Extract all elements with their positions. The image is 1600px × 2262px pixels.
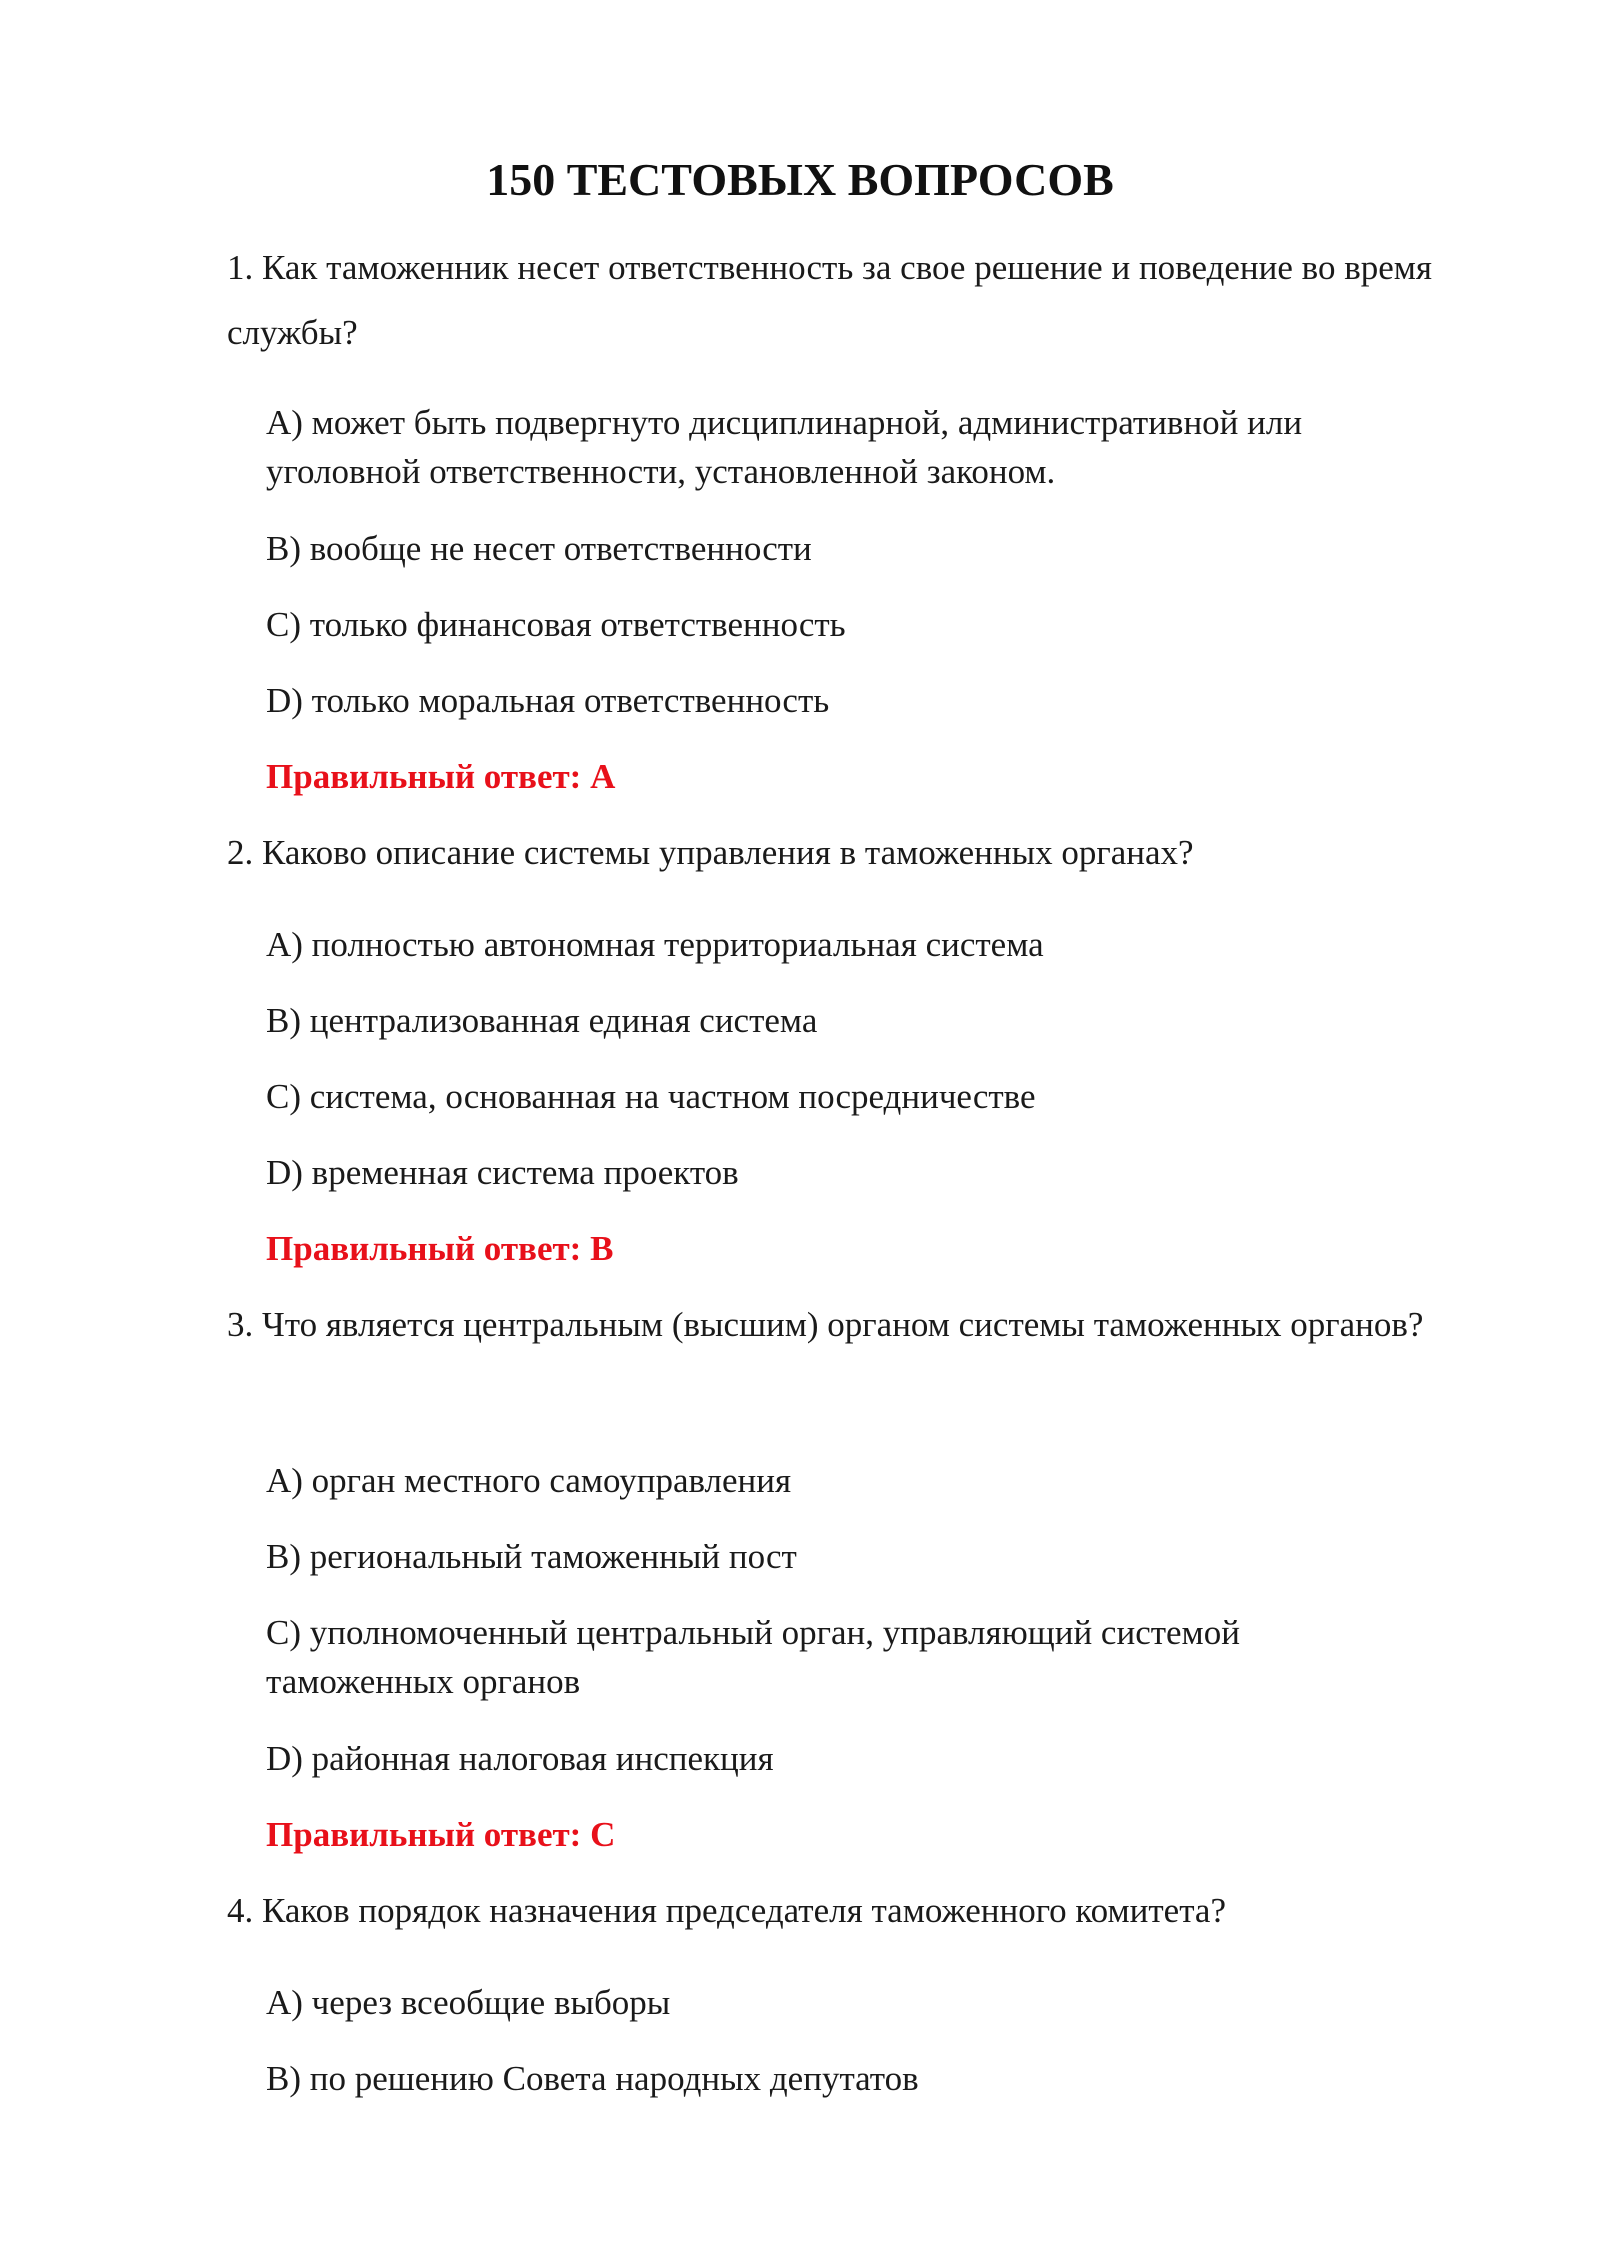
question-3-option-a: A) орган местного самоуправления (266, 1461, 792, 1500)
question-1-option-d: D) только моральная ответственность (266, 681, 830, 720)
question-1-option-c: C) только финансовая ответственность (266, 605, 846, 644)
question-2: 2. Каково описание системы управления в таможенных органах? (227, 833, 1194, 872)
question-2-answer: Правильный ответ: B (266, 1229, 614, 1268)
question-3: 3. Что является центральным (высшим) органом системы таможенных органов? (227, 1305, 1424, 1344)
question-2-option-c: C) система, основанная на частном посредничестве (266, 1077, 1036, 1116)
question-4-option-b: B) по решению Совета народных депутатов (266, 2059, 919, 2098)
question-3-option-c: C) уполномоченный центральный орган, управляющий системой таможенных органов (266, 1613, 1240, 1701)
question-3-answer: Правильный ответ: C (266, 1815, 616, 1854)
question-3-option-d: D) районная налоговая инспекция (266, 1739, 774, 1778)
question-1-answer: Правильный ответ: A (266, 757, 616, 796)
question-2-option-b: B) централизованная единая система (266, 1001, 818, 1040)
question-3-option-b: B) региональный таможенный пост (266, 1537, 797, 1576)
question-4: 4. Каков порядок назначения председателя таможенного комитета? (227, 1891, 1226, 1930)
question-2-option-d: D) временная система проектов (266, 1153, 739, 1192)
question-4-option-a: A) через всеобщие выборы (266, 1983, 671, 2022)
document-title: 150 ТЕСТОВЫХ ВОПРОСОВ (486, 154, 1114, 205)
question-1-option-a: A) может быть подвергнуто дисциплинарной, административной или уголовной ответственности, установленной законом. (266, 403, 1303, 491)
question-1: 1. Как таможенник несет ответственность за свое решение и поведение во время службы? (227, 248, 1433, 352)
question-1-option-b: B) вообще не несет ответственности (266, 529, 812, 568)
question-2-option-a: A) полностью автономная территориальная система (266, 925, 1044, 964)
